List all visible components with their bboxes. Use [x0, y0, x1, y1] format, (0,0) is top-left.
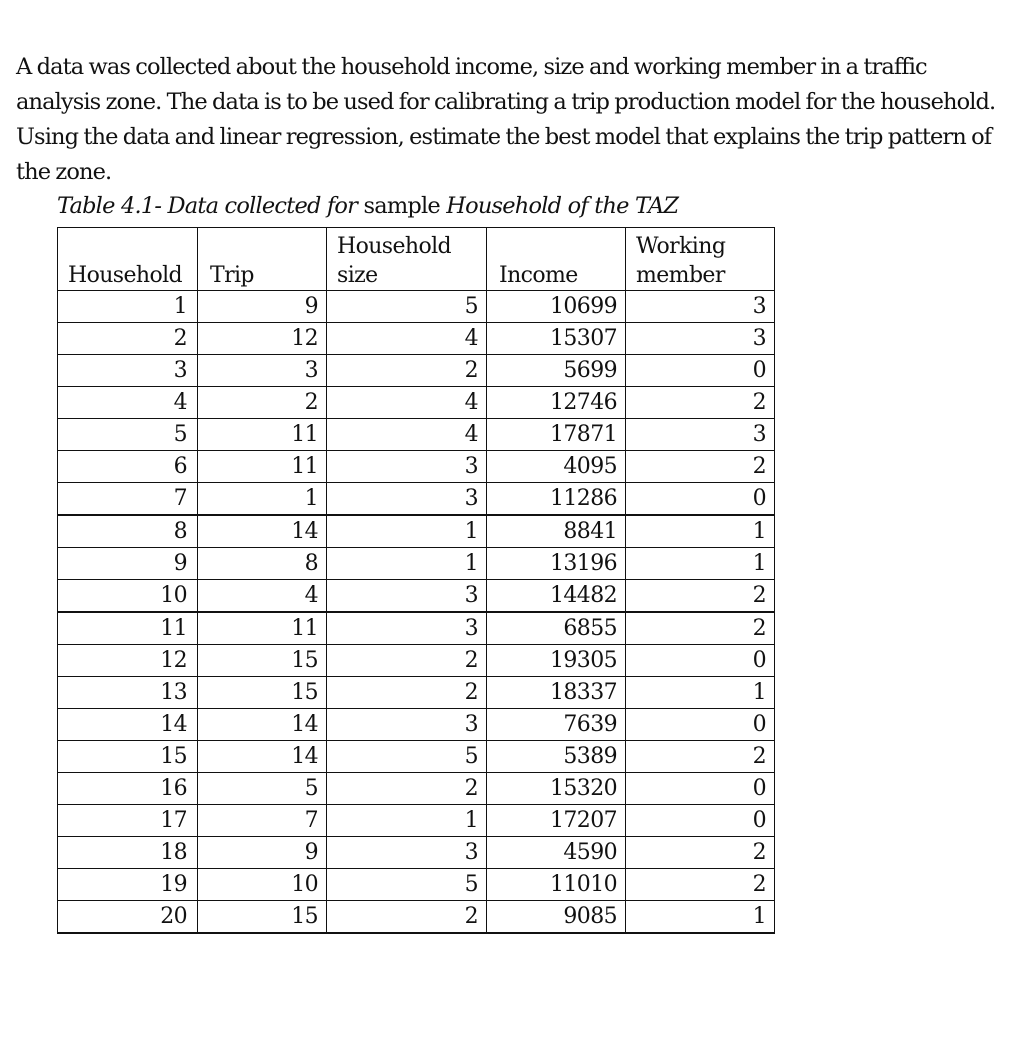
cell-household: 17: [58, 805, 198, 837]
cell-household: 19: [58, 869, 198, 901]
cell-working-member: 1: [626, 515, 775, 548]
table-row: [58, 837, 775, 869]
table-body: [58, 291, 775, 934]
cell-household: 8: [58, 515, 198, 548]
cell-working-member: 0: [626, 483, 775, 516]
cell-income: 17207: [487, 805, 626, 837]
cell-income: 12746: [487, 387, 626, 419]
cell-trip: 11: [198, 612, 327, 645]
header-trip: Trip: [198, 228, 327, 291]
header-working-member: Working member: [626, 228, 775, 291]
table-row: [58, 323, 775, 355]
table-row: [58, 612, 775, 645]
caption-part-2: sample: [357, 193, 447, 219]
cell-working-member: 2: [626, 580, 775, 613]
cell-household: 16: [58, 773, 198, 805]
cell-household-size: 3: [327, 451, 487, 483]
cell-household: 3: [58, 355, 198, 387]
problem-statement: A data was collected about the household income, size and working member in a traffic analysis zone. The data is to be used for calibrating a trip production model for the household. Using the data and linear regression, estimate the best model that explains the trip pattern of the zone.: [16, 54, 996, 185]
cell-household: 2: [58, 323, 198, 355]
cell-income: 14482: [487, 580, 626, 613]
cell-working-member: 2: [626, 741, 775, 773]
cell-trip: 15: [198, 645, 327, 677]
cell-household-size: 4: [327, 387, 487, 419]
table-row: [58, 291, 775, 323]
table-row: [58, 515, 775, 548]
cell-household-size: 3: [327, 580, 487, 613]
cell-trip: 4: [198, 580, 327, 613]
cell-trip: 1: [198, 483, 327, 516]
table-row: [58, 645, 775, 677]
cell-income: 18337: [487, 677, 626, 709]
cell-trip: 10: [198, 869, 327, 901]
cell-working-member: 2: [626, 387, 775, 419]
table-row: [58, 805, 775, 837]
cell-working-member: 1: [626, 677, 775, 709]
cell-working-member: 3: [626, 419, 775, 451]
cell-household: 20: [58, 901, 198, 934]
cell-household-size: 2: [327, 355, 487, 387]
cell-income: 9085: [487, 901, 626, 934]
cell-household: 14: [58, 709, 198, 741]
cell-income: 11010: [487, 869, 626, 901]
cell-household: 7: [58, 483, 198, 516]
cell-household: 18: [58, 837, 198, 869]
cell-working-member: 1: [626, 548, 775, 580]
cell-trip: 9: [198, 837, 327, 869]
table-caption: [57, 190, 678, 222]
cell-household: 1: [58, 291, 198, 323]
cell-household: 4: [58, 387, 198, 419]
cell-trip: 9: [198, 291, 327, 323]
cell-income: 10699: [487, 291, 626, 323]
cell-household-size: 5: [327, 291, 487, 323]
cell-income: 6855: [487, 612, 626, 645]
header-income: Income: [487, 228, 626, 291]
table-row: [58, 419, 775, 451]
cell-household-size: 1: [327, 548, 487, 580]
cell-household-size: 2: [327, 677, 487, 709]
cell-working-member: 2: [626, 837, 775, 869]
cell-household-size: 2: [327, 901, 487, 934]
cell-household: 5: [58, 419, 198, 451]
table-row: [58, 869, 775, 901]
cell-income: 19305: [487, 645, 626, 677]
cell-working-member: 3: [626, 291, 775, 323]
cell-household-size: 2: [327, 773, 487, 805]
cell-trip: 8: [198, 548, 327, 580]
cell-working-member: 0: [626, 355, 775, 387]
cell-trip: 7: [198, 805, 327, 837]
cell-working-member: 0: [626, 805, 775, 837]
cell-income: 11286: [487, 483, 626, 516]
table-row: [58, 677, 775, 709]
cell-household-size: 1: [327, 805, 487, 837]
cell-household-size: 1: [327, 515, 487, 548]
household-data-table: [57, 227, 775, 934]
cell-household-size: 5: [327, 741, 487, 773]
cell-trip: 14: [198, 741, 327, 773]
table-row: [58, 548, 775, 580]
cell-trip: 11: [198, 451, 327, 483]
cell-income: 15320: [487, 773, 626, 805]
cell-income: 17871: [487, 419, 626, 451]
cell-household: 13: [58, 677, 198, 709]
cell-trip: 14: [198, 709, 327, 741]
cell-working-member: 2: [626, 612, 775, 645]
cell-trip: 14: [198, 515, 327, 548]
table-row: [58, 387, 775, 419]
cell-household-size: 4: [327, 323, 487, 355]
cell-working-member: 0: [626, 645, 775, 677]
cell-household: 10: [58, 580, 198, 613]
table-row: [58, 901, 775, 934]
header-household-size: Household size: [327, 228, 487, 291]
cell-income: 5699: [487, 355, 626, 387]
table-row: [58, 580, 775, 613]
cell-trip: 12: [198, 323, 327, 355]
cell-household-size: 3: [327, 837, 487, 869]
cell-income: 13196: [487, 548, 626, 580]
cell-household-size: 3: [327, 612, 487, 645]
table-row: [58, 451, 775, 483]
cell-household: 6: [58, 451, 198, 483]
table-row: [58, 741, 775, 773]
table-row: [58, 773, 775, 805]
cell-income: 15307: [487, 323, 626, 355]
cell-income: 4590: [487, 837, 626, 869]
cell-trip: 15: [198, 677, 327, 709]
cell-household: 12: [58, 645, 198, 677]
caption-part-3: Household of the TAZ: [446, 193, 679, 219]
cell-trip: 15: [198, 901, 327, 934]
cell-income: 8841: [487, 515, 626, 548]
cell-household: 11: [58, 612, 198, 645]
cell-working-member: 2: [626, 869, 775, 901]
cell-trip: 3: [198, 355, 327, 387]
cell-working-member: 0: [626, 773, 775, 805]
cell-income: 5389: [487, 741, 626, 773]
header-household: Household: [58, 228, 198, 291]
cell-trip: 5: [198, 773, 327, 805]
cell-household-size: 3: [327, 709, 487, 741]
caption-part-1: Table 4.1- Data collected for: [57, 193, 358, 219]
cell-income: 4095: [487, 451, 626, 483]
table-row: [58, 483, 775, 516]
cell-trip: 11: [198, 419, 327, 451]
cell-working-member: 3: [626, 323, 775, 355]
cell-household: 15: [58, 741, 198, 773]
table-row: [58, 355, 775, 387]
table-row: [58, 709, 775, 741]
cell-working-member: 0: [626, 709, 775, 741]
cell-household-size: 4: [327, 419, 487, 451]
cell-working-member: 1: [626, 901, 775, 934]
cell-working-member: 2: [626, 451, 775, 483]
cell-household-size: 5: [327, 869, 487, 901]
cell-household-size: 2: [327, 645, 487, 677]
cell-income: 7639: [487, 709, 626, 741]
cell-trip: 2: [198, 387, 327, 419]
cell-household-size: 3: [327, 483, 487, 516]
table-header-row: [58, 228, 775, 291]
cell-household: 9: [58, 548, 198, 580]
